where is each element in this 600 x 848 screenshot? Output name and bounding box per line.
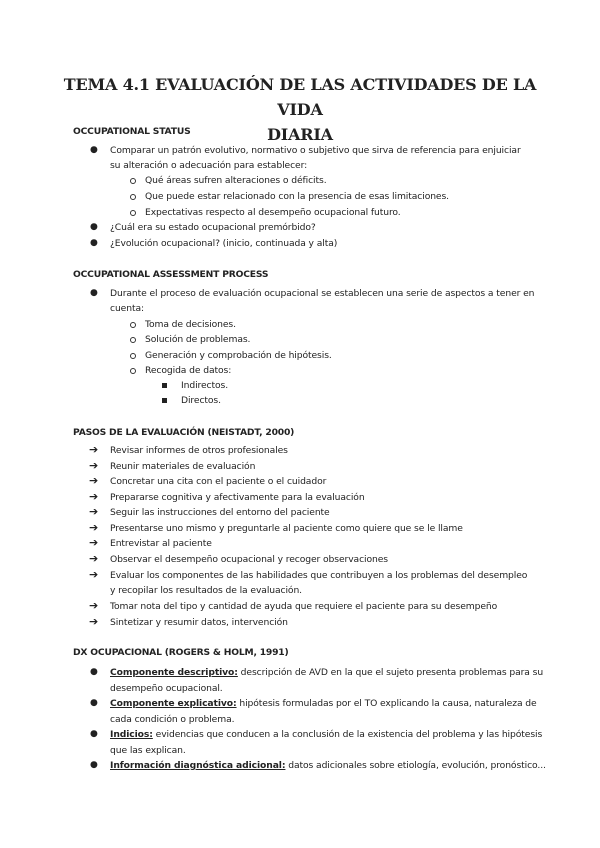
s2-sub-item: Recogida de datos: (145, 365, 232, 376)
section-heading-dx-ocupacional: DX OCUPACIONAL (ROGERS & HOLM, 1991) (73, 647, 289, 658)
arrow-icon: ➔ (89, 459, 99, 472)
dx-item-1-line-1 (110, 667, 543, 679)
s1-bullet-1-line-2: su alteración o adecuación para establecer: (110, 160, 308, 171)
s2-sub-item: Generación y comprobación de hipótesis. (145, 350, 332, 361)
square-bullet (162, 398, 167, 403)
dx-item-1-line-2: desempeño ocupacional. (110, 683, 223, 694)
circle-bullet (130, 178, 136, 184)
bullet-dot: ● (90, 238, 98, 248)
circle-bullet (130, 337, 136, 343)
title-line-1: TEMA 4.1 EVALUACIÓN DE LAS ACTIVIDADES DE LA VIDA (63, 75, 537, 119)
s1-sub-item: Expectativas respecto al desempeño ocupacional futuro. (145, 207, 401, 218)
bullet-dot: ● (90, 145, 98, 155)
dx-item-4-line-1 (110, 760, 546, 772)
square-bullet (162, 383, 167, 388)
s2-subsub-item: Directos. (181, 395, 221, 406)
arrow-icon: ➔ (89, 474, 99, 487)
arrow-icon: ➔ (89, 552, 99, 565)
dx-desc-4: datos adicionales sobre etiología, evolución, pronóstico... (285, 760, 546, 771)
step-item: Tomar nota del tipo y cantidad de ayuda que requiere el paciente para su desempeño (110, 601, 498, 612)
s2-bullet-1-line-1: Durante el proceso de evaluación ocupacional se establecen una serie de aspectos a tener en (110, 288, 535, 299)
dx-desc-1: descripción de AVD en la que el sujeto presenta problemas para su (237, 667, 544, 678)
step-item: Sintetizar y resumir datos, intervención (110, 617, 288, 628)
arrow-icon: ➔ (89, 615, 99, 628)
title-line-2: DIARIA (267, 125, 333, 144)
bullet-dot: ● (90, 667, 98, 677)
s1-sub-item: Qué áreas sufren alteraciones o déficits. (145, 175, 327, 186)
step-item-continuation: y recopilar los resultados de la evaluación. (110, 585, 302, 596)
dx-term-descriptivo: Componente descriptivo: (110, 667, 238, 678)
arrow-icon: ➔ (89, 536, 99, 549)
dx-term-explicativo: Componente explicativo: (110, 698, 237, 709)
bullet-dot: ● (90, 222, 98, 232)
s1-sub-item: Que puede estar relacionado con la presencia de esas limitaciones. (145, 191, 449, 202)
section-heading-occupational-status: OCCUPATIONAL STATUS (73, 126, 191, 137)
step-item: Revisar informes de otros profesionales (110, 445, 288, 456)
arrow-icon: ➔ (89, 505, 99, 518)
s1-bullet-3: ¿Evolución ocupacional? (inicio, continuada y alta) (110, 238, 338, 249)
arrow-icon: ➔ (89, 599, 99, 612)
step-item: Seguir las instrucciones del entorno del paciente (110, 507, 330, 518)
dx-item-2-line-2: cada condición o problema. (110, 714, 235, 725)
s1-bullet-2: ¿Cuál era su estado ocupacional premórbido? (110, 222, 316, 233)
arrow-icon: ➔ (89, 521, 99, 534)
dx-desc-3: evidencias que conducen a la conclusión de la existencia del problema y las hipótesis (152, 729, 543, 740)
dx-item-2-line-1 (110, 698, 537, 710)
bullet-dot: ● (90, 698, 98, 708)
section-heading-assessment-process: OCCUPATIONAL ASSESSMENT PROCESS (73, 269, 269, 280)
bullet-dot: ● (90, 729, 98, 739)
step-item: Reunir materiales de evaluación (110, 461, 256, 472)
s2-sub-item: Toma de decisiones. (145, 319, 236, 330)
circle-bullet (130, 353, 136, 359)
arrow-icon: ➔ (89, 568, 99, 581)
s1-bullet-1-line-1: Comparar un patrón evolutivo, normativo o subjetivo que sirva de referencia para enjuiciar (110, 145, 521, 156)
arrow-icon: ➔ (89, 443, 99, 456)
step-item: Presentarse uno mismo y preguntarle al paciente como quiere que se le llame (110, 523, 463, 534)
step-item: Observar el desempeño ocupacional y recoger observaciones (110, 554, 388, 565)
bullet-dot: ● (90, 760, 98, 770)
step-item: Concretar una cita con el paciente o el cuidador (110, 476, 327, 487)
circle-bullet (130, 210, 136, 216)
s2-bullet-1-line-2: cuenta: (110, 303, 144, 314)
section-heading-pasos: PASOS DE LA EVALUACIÓN (NEISTADT, 2000) (73, 427, 295, 438)
dx-term-indicios: Indicios: (110, 729, 153, 740)
step-item: Prepararse cognitiva y afectivamente para la evaluación (110, 492, 365, 503)
arrow-icon: ➔ (89, 490, 99, 503)
dx-desc-2: hipótesis formuladas por el TO explicando la causa, naturaleza de (236, 698, 537, 709)
circle-bullet (130, 322, 136, 328)
bullet-dot: ● (90, 288, 98, 298)
step-item: Entrevistar al paciente (110, 538, 212, 549)
circle-bullet (130, 194, 136, 200)
circle-bullet (130, 368, 136, 374)
dx-item-3-line-1 (110, 729, 542, 741)
dx-term-informacion: Información diagnóstica adicional: (110, 760, 286, 771)
dx-item-3-line-2: que las explican. (110, 745, 186, 756)
s2-subsub-item: Indirectos. (181, 380, 229, 391)
step-item: Evaluar los componentes de las habilidades que contribuyen a los problemas del desempleo (110, 570, 528, 581)
s2-sub-item: Solución de problemas. (145, 334, 251, 345)
